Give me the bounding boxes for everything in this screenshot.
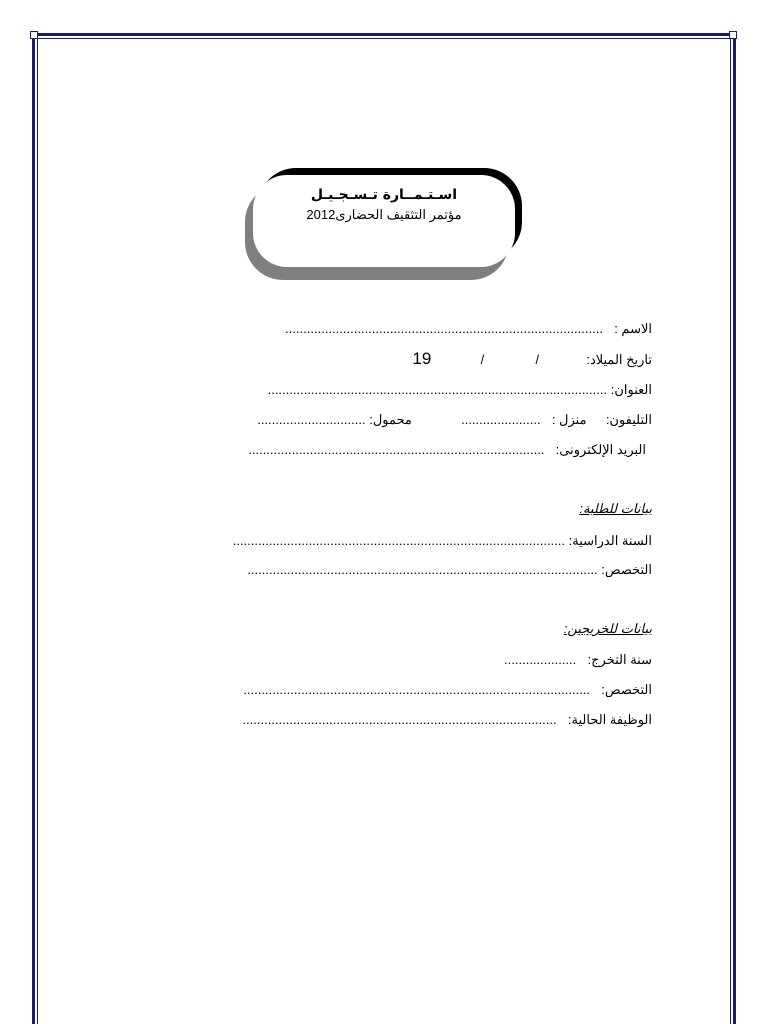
name-field[interactable]: ........................................................................................ bbox=[285, 321, 603, 336]
mobile-phone-field[interactable]: .............................. bbox=[257, 412, 366, 427]
graduation-year-row bbox=[504, 651, 652, 669]
students-section-heading: بيانات للطلبة: bbox=[579, 501, 652, 516]
dob-year: 19 bbox=[412, 349, 432, 368]
graduate-major-label: التخصص: bbox=[601, 682, 652, 697]
form-subtitle: مؤتمر التثقيف الحضارى2012 bbox=[306, 207, 462, 222]
address-label: العنوان: bbox=[610, 382, 652, 397]
form-title: اسـتـمــارة تـسـجـيـل bbox=[310, 187, 458, 203]
home-phone-field[interactable]: ...................... bbox=[461, 412, 541, 427]
graduates-section-heading: بيانات للخريجين: bbox=[563, 621, 652, 636]
dob-separator-1: / bbox=[535, 352, 540, 367]
email-label: البريد الإلكترونى: bbox=[555, 442, 646, 457]
border-corner-top-right bbox=[729, 31, 737, 39]
study-year-row bbox=[233, 532, 652, 550]
border-corner-top-left bbox=[30, 31, 38, 39]
graduation-year-field[interactable]: .................... bbox=[504, 652, 577, 667]
graduate-major-field[interactable]: ................................................................................................ bbox=[243, 682, 591, 697]
graduates-section-heading-row bbox=[564, 620, 652, 638]
address-row bbox=[268, 381, 652, 399]
students-section-heading-row bbox=[579, 500, 652, 518]
graduation-year-label: سنة التخرج: bbox=[587, 652, 652, 667]
address-field[interactable]: .............................................................................................. bbox=[267, 382, 608, 397]
graduate-major-row bbox=[243, 681, 652, 699]
dob-separator-2: / bbox=[480, 352, 485, 367]
dob-label: تاريخ الميلاد: bbox=[586, 352, 652, 367]
title-block bbox=[253, 185, 515, 224]
current-job-label: الوظيفة الحالية: bbox=[567, 712, 652, 727]
study-year-field[interactable]: ............................................................................................ bbox=[232, 533, 566, 548]
phone-row bbox=[257, 411, 652, 429]
student-major-row bbox=[247, 561, 652, 579]
study-year-label: السنة الدراسية: bbox=[568, 533, 652, 548]
name-row bbox=[285, 320, 652, 338]
current-job-row bbox=[242, 711, 652, 729]
email-field[interactable]: .................................................................................. bbox=[248, 442, 545, 457]
home-phone-label: منزل : bbox=[551, 412, 587, 427]
student-major-field[interactable]: ................................................................................................. bbox=[247, 562, 598, 577]
mobile-phone-label: محمول: bbox=[369, 412, 412, 427]
student-major-label: التخصص: bbox=[601, 562, 652, 577]
email-row bbox=[248, 441, 646, 459]
current-job-field[interactable]: ....................................................................................... bbox=[242, 712, 557, 727]
phone-label: التليفون: bbox=[605, 412, 652, 427]
dob-row bbox=[412, 350, 652, 369]
name-label: الاسم : bbox=[614, 321, 652, 336]
